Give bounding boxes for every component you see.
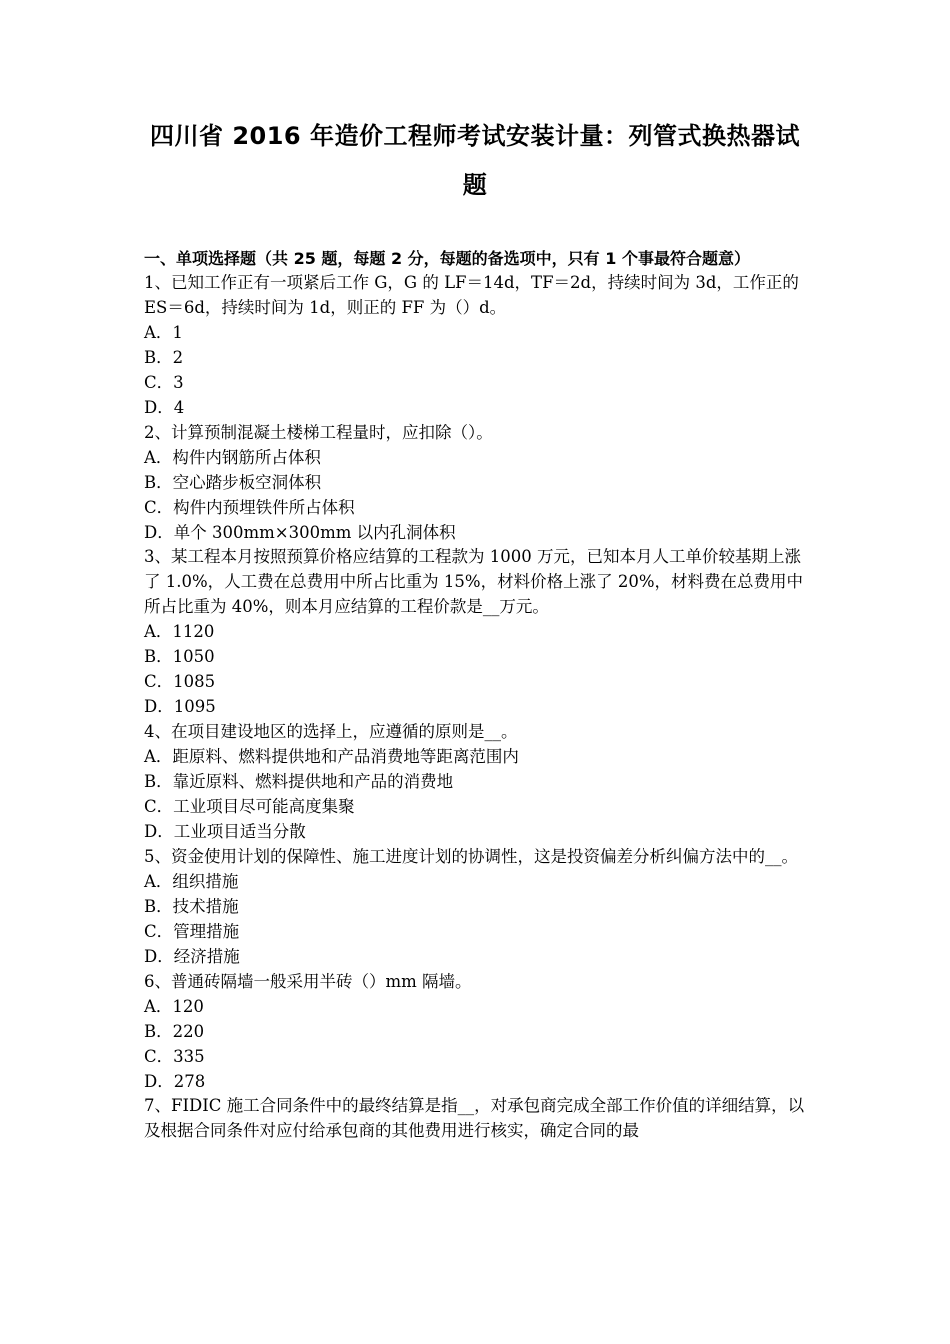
answer-option: B．220 <box>144 1021 205 1041</box>
answer-option: A．距原料、燃料提供地和产品消费地等距离范围内 <box>144 747 519 767</box>
question-block <box>144 720 808 845</box>
answer-option: A．1120 <box>144 622 215 642</box>
question-stem: 5、资金使用计划的保障性、施工进度计划的协调性，这是投资偏差分析纠偏方法中的__。 <box>144 846 798 866</box>
answer-option: D．4 <box>144 397 185 417</box>
answer-option: D．278 <box>144 1071 206 1091</box>
question-block <box>144 545 808 720</box>
question-list <box>144 271 808 1144</box>
document-body <box>144 246 808 1144</box>
section-heading: 一、单项选择题（共 25 题，每题 2 分，每题的备选项中，只有 1 个事最符合题意） <box>144 249 750 268</box>
answer-option: D．经济措施 <box>144 946 240 966</box>
question-stem: 4、在项目建设地区的选择上，应遵循的原则是__。 <box>144 722 518 742</box>
answer-option: B．靠近原料、燃料提供地和产品的消费地 <box>144 772 454 792</box>
question-block <box>144 970 808 1095</box>
question-stem: 3、某工程本月按照预算价格应结算的工程款为 1000 万元，已知本月人工单价较基期上涨了 1.0%，人工费在总费用中所占比重为 15%，材料价格上涨了 20%，材料费在总费用中所占比重为 40%，则本月应结算的工程价款是__万元。 <box>144 547 804 617</box>
answer-option: A．120 <box>144 996 204 1016</box>
answer-option: B．空心踏步板空洞体积 <box>144 472 322 492</box>
answer-option: D．单个 300mm×300mm 以内孔洞体积 <box>144 522 456 542</box>
question-block <box>144 271 808 421</box>
answer-option: D．工业项目适当分散 <box>144 821 306 841</box>
answer-option: A．组织措施 <box>144 871 239 891</box>
answer-option: C．构件内预埋铁件所占体积 <box>144 497 355 517</box>
question-block <box>144 845 808 970</box>
document-title: 四川省 2016 年造价工程师考试安装计量：列管式换热器试题 <box>149 122 800 199</box>
question-stem: 1、已知工作正有一项紧后工作 G，G 的 LF＝14d，TF＝2d，持续时间为 3d，工作正的 ES＝6d，持续时间为 1d，则正的 FF 为（）d。 <box>144 273 799 317</box>
answer-option: D．1095 <box>144 697 216 717</box>
answer-option: C．工业项目尽可能高度集聚 <box>144 797 355 817</box>
question-stem: 6、普通砖隔墙一般采用半砖（）mm 隔墙。 <box>144 971 472 991</box>
answer-option: B．2 <box>144 347 184 367</box>
answer-option: C．1085 <box>144 672 216 692</box>
question-block <box>144 421 808 546</box>
question-block <box>144 1094 808 1144</box>
answer-option: C．3 <box>144 372 184 392</box>
answer-option: A．1 <box>144 322 183 342</box>
answer-option: B．1050 <box>144 647 215 667</box>
answer-option: C．管理措施 <box>144 921 240 941</box>
answer-option: A．构件内钢筋所占体积 <box>144 447 321 467</box>
answer-option: C．335 <box>144 1046 205 1066</box>
answer-option: B．技术措施 <box>144 896 239 916</box>
question-stem: 7、FIDIC 施工合同条件中的最终结算是指__，对承包商完成全部工作价值的详细结算，以及根据合同条件对应付给承包商的其他费用进行核实，确定合同的最 <box>144 1096 805 1141</box>
question-stem: 2、计算预制混凝土楼梯工程量时，应扣除（）。 <box>144 422 493 442</box>
